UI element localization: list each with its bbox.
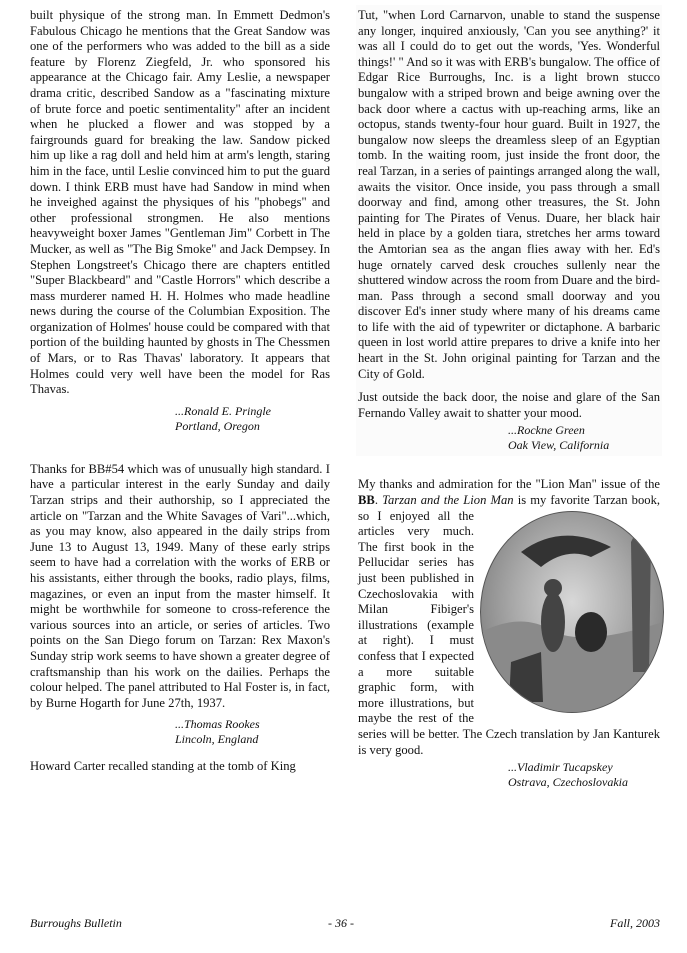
bb-abbrev: BB	[358, 493, 375, 508]
signature-rookes	[175, 717, 330, 747]
book-title: Tarzan and the Lion Man	[382, 493, 514, 508]
letter-green-closing: Just outside the back door, the noise and glare of the San Fernando Valley await to shatter your mood.	[358, 390, 660, 420]
pellucidar-illustration	[480, 511, 664, 713]
signature-tucapskey	[508, 760, 660, 790]
signature-name: ...Vladimir Tucapskey	[508, 760, 613, 775]
letter-green-start: Howard Carter recalled standing at the tomb of King	[30, 759, 296, 774]
signature-place: Lincoln, England	[175, 732, 259, 747]
signature-place: Oak View, California	[508, 438, 610, 453]
signature-pringle	[175, 404, 330, 434]
letter-pringle-body: built physique of the strong man. In Emmett Dedmon's Fabulous Chicago he mentions that the Great Sandow was one of the performers who was added to the bill as a side feature by Florenz Ziegfeld, Jr. who sponsored his appearance at the Chicago fair. Amy Leslie, a newspaper drama critic, described Sandow as a "fascinating mixture of brute force and poetic sentimentality" after an incident when he plucked a flower and was stopped by a fairgrounds guard for breaking the law. Sandow picked him up like a rag doll and held him at arm's length, staring him in the face, until Leslie convinced him to put the guard down. I think ERB must have had Sandow in mind when he inveighed against the physiques of his "phobegs" and other professional strongmen. He also mentions heavyweight boxer James "Gentleman Jim" Corbett in The Mucker, as well as "The Big Smoke" and Jack Dempsey. In Stephen Longstreet's Chicago there are chapters entitled "Super Blackbeard" and "Castle Horrors" which describe a mass murderer named H. H. Holmes who made headline news during the course of the Columbian Exposition. The organization of Holmes' house could be compared with that portion of the building haunted by ghosts in The Chessmen of Mars, or to Ras Thavas' laboratory. It appears that Holmes could very well have been the model for Ras Thavas.	[30, 8, 331, 397]
letter-rookes-body: Thanks for BB#54 which was of unusually high standard. I have a particular interest in the early Sunday and daily Tarzan strips and their authorship, so I appreciated the article on "Tarzan and the White Savages of Vari"...which, as you may know, also appeared in the daily strips from June 13 to August 13, 1949. Many of these early strips seem to have had a correlation with the works of ERB or his assistants, either through the books, radio plays, films, magazines, or even an input from the master himself. It might be worthwhile for someone to cross-reference the various sources into an article, or series of articles. Two points on the San Diego forum on Tarzan: Rex Maxon's Sunday strip work seems to have shown a greater degree of craftsmanship than his work on the dailies. Perhaps the colour helped. The panel attributed to Hal Foster is, in fact, by Burne Hogarth for June 27th, 1937.	[30, 461, 330, 710]
signature-name: ...Ronald E. Pringle	[175, 403, 271, 418]
body-text: is my favorite Tarzan book, so I enjoyed all the articles very much. The first book in the Pellucidar series has just been published in Czechoslovakia with Milan Fibiger's illustrations (example at right). I must confess that I expected a more suitable graphic form, with more illustrations, but maybe the rest of the series will be better. The Czech translation by Jan Kanturek is very good.	[358, 493, 661, 757]
signature-green	[508, 423, 660, 453]
footer-issue: Fall, 2003	[610, 916, 660, 930]
signature-place: Portland, Oregon	[175, 418, 260, 433]
signature-place: Ostrava, Czechoslovakia	[508, 775, 628, 790]
body-text: My thanks and admiration for the "Lion Man" issue of the	[358, 477, 660, 492]
letter-green-body: Tut, "when Lord Carnarvon, unable to stand the suspense any longer, inquired anxiously, 'Can you see anything?' it was all I could do to get out the words, 'Yes. Wonderful things!' " And so it was with ERB's bungalow. The office of Edgar Rice Burroughs, Inc. is a light brown stucco bungalow with a striped brown and beige awning over the back door where a cactus with up-reaching arms, like an octopus, stands twenty-four hour guard. Built in 1927, the bungalow now sleeps the dreamless sleep of an Egyptian tomb. In the waiting room, just inside the front door, the real Tarzan, in a series of paintings arranged along the wall, awaits the visitor. Once inside, you pass through a small doorway and find, among other treasures, the St. John painting for The Pirates of Venus. Duare, her black hair held in place by a golden tiara, stretches her arms toward the Amtorian sea as the angan flies away with her. Ed's huge ornately carved desk crouches sullenly near the shuttered window across the room from Duare and the bird-man. Pass through a second small doorway and you discover Ed's inner study where many of his dreams came to life with the aid of typewriter or dictaphone. A barbaric queen in lost world attire prepares to drive a knife into her heart in the St. John original painting for Tarzan and the City of Gold.	[358, 8, 660, 381]
left-column	[30, 8, 330, 775]
letter-tucapskey-body: My thanks and admiration for the "Lion Man" issue of the BB. Tarzan and the Lion Man is my favorite Tarzan book, so I enjoyed all the articles very much. The first book in the Pellucidar series has just been published in Czechoslovakia with Milan Fibiger's illustrations (example at right). I must confess that I expected a more suitable graphic form, with more illustrations, but maybe the rest of the series will be better. The Czech translation by Jan Kanturek is very good.	[358, 477, 660, 758]
signature-name: ...Rockne Green	[508, 423, 585, 438]
footer-publication: Burroughs Bulletin	[30, 916, 122, 930]
signature-name: ...Thomas Rookes	[175, 717, 260, 732]
page-number: - 36 -	[328, 916, 354, 930]
right-column	[358, 8, 660, 790]
